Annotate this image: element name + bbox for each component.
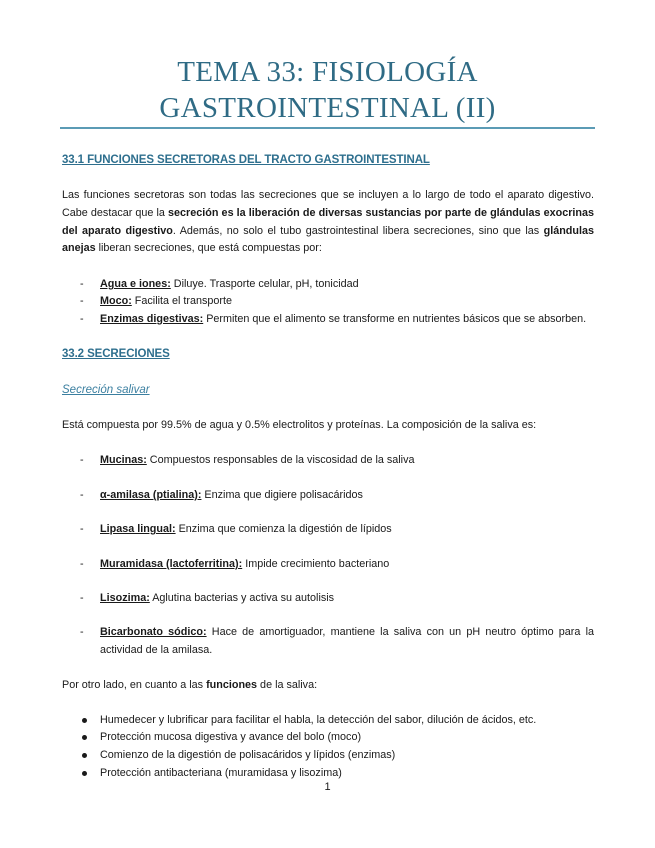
list-term: Bicarbonato sódico: (100, 626, 207, 638)
list-item (80, 556, 594, 574)
list-text: Enzima que digiere polisacáridos (201, 489, 363, 501)
list-text: Facilita el transporte (131, 295, 233, 307)
list-item (80, 487, 594, 505)
bullet-text: Comienzo de la digestión de polisacáridos y lípidos (enzimas) (100, 749, 396, 761)
section-heading-33-2: 33.2 SECRECIONES (62, 348, 170, 360)
list-item (80, 452, 594, 470)
page-number: 1 (324, 781, 331, 793)
list-dash: - (80, 489, 84, 501)
list-dash: - (80, 523, 84, 535)
list-term: Mucinas: (100, 454, 147, 466)
intro-bold-1: secreción es la liberación de diversas sustancias por parte de glándulas exocrinas del aparato digestivo (62, 206, 594, 237)
bullet-item (80, 712, 594, 730)
intro-text-1: Las funciones secretoras son todas las secreciones que se incluyen a lo largo de todo el aparato digestivo. Cabe destacar que la (62, 189, 594, 219)
bullet-item (80, 729, 594, 747)
functions-intro-text-2: de la saliva: (257, 679, 318, 691)
intro-text-2: . Además, no solo el tubo gastrointestinal libera secreciones, sino que las (172, 224, 544, 237)
bullet-item (80, 747, 594, 765)
subheading-secrecion-salivar: Secreción salivar (62, 384, 150, 396)
list-text: Diluye. Trasporte celular, pH, tonicidad (170, 278, 359, 290)
section-heading-33-1: 33.1 FUNCIONES SECRETORAS DEL TRACTO GASTROINTESTINAL (62, 154, 430, 166)
bullet-dot-icon (82, 753, 87, 758)
bullet-dot-icon (82, 771, 87, 776)
list-item (80, 624, 594, 660)
list-dash: - (80, 592, 84, 604)
list-term: α-amilasa (ptialina): (100, 489, 202, 501)
bullet-text: Humedecer y lubrificar para facilitar el habla, la detección del sabor, dilución de ácidos, etc. (100, 714, 537, 726)
list-term: Muramidasa (lactoferritina): (100, 558, 243, 570)
list-dash: - (80, 454, 84, 466)
composition-paragraph: Está compuesta por 99.5% de agua y 0.5% electrolitos y proteínas. La composición de la saliva es: (62, 419, 537, 431)
list-term: Enzimas digestivas: (100, 313, 204, 325)
bullet-text: Protección antibacteriana (muramidasa y lisozima) (100, 767, 342, 779)
functions-intro-paragraph (62, 677, 594, 695)
bullet-text: Protección mucosa digestiva y avance del bolo (moco) (100, 731, 362, 743)
intro-bold-2: glándulas anejas (62, 224, 594, 255)
list-text: Aglutina bacterias y activa su autolisis (149, 592, 335, 604)
list-dash: - (80, 278, 84, 290)
list-term: Lisozima: (100, 592, 150, 604)
list-text: Impide crecimiento bacteriano (242, 558, 390, 570)
list-text: Compuestos responsables de la viscosidad de la saliva (146, 454, 415, 466)
list-text: Hace de amortiguador, mantiene la saliva con un pH neutro óptimo para la actividad de la amilasa. (100, 626, 594, 656)
bullet-dot-icon (82, 735, 87, 740)
list-dash: - (80, 626, 84, 638)
list-term: Moco: (100, 295, 132, 307)
page-title-line1: TEMA 33: FISIOLOGÍA (177, 56, 478, 88)
bullet-dot-icon (82, 718, 87, 723)
list-item (80, 521, 594, 539)
title-divider (60, 127, 595, 129)
functions-intro-text-1: Por otro lado, en cuanto a las (62, 679, 207, 691)
list-term: Lipasa lingual: (100, 523, 176, 535)
page-title-line2: GASTROINTESTINAL (II) (159, 92, 496, 124)
list-dash: - (80, 313, 84, 325)
list-item (80, 276, 594, 294)
functions-intro-bold: funciones (206, 679, 258, 691)
list-item (80, 293, 594, 311)
page-title (60, 54, 595, 126)
list-item (80, 311, 594, 329)
intro-paragraph (62, 187, 594, 258)
list-term: Agua e iones: (100, 278, 171, 290)
list-text: Permiten que el alimento se transforme en nutrientes básicos que se absorben. (203, 313, 587, 325)
list-dash: - (80, 295, 84, 307)
list-item (80, 590, 594, 608)
intro-text-3: liberan secreciones, que está compuestas por: (95, 242, 322, 255)
list-dash: - (80, 558, 84, 570)
list-text: Enzima que comienza la digestión de lípidos (175, 523, 392, 535)
